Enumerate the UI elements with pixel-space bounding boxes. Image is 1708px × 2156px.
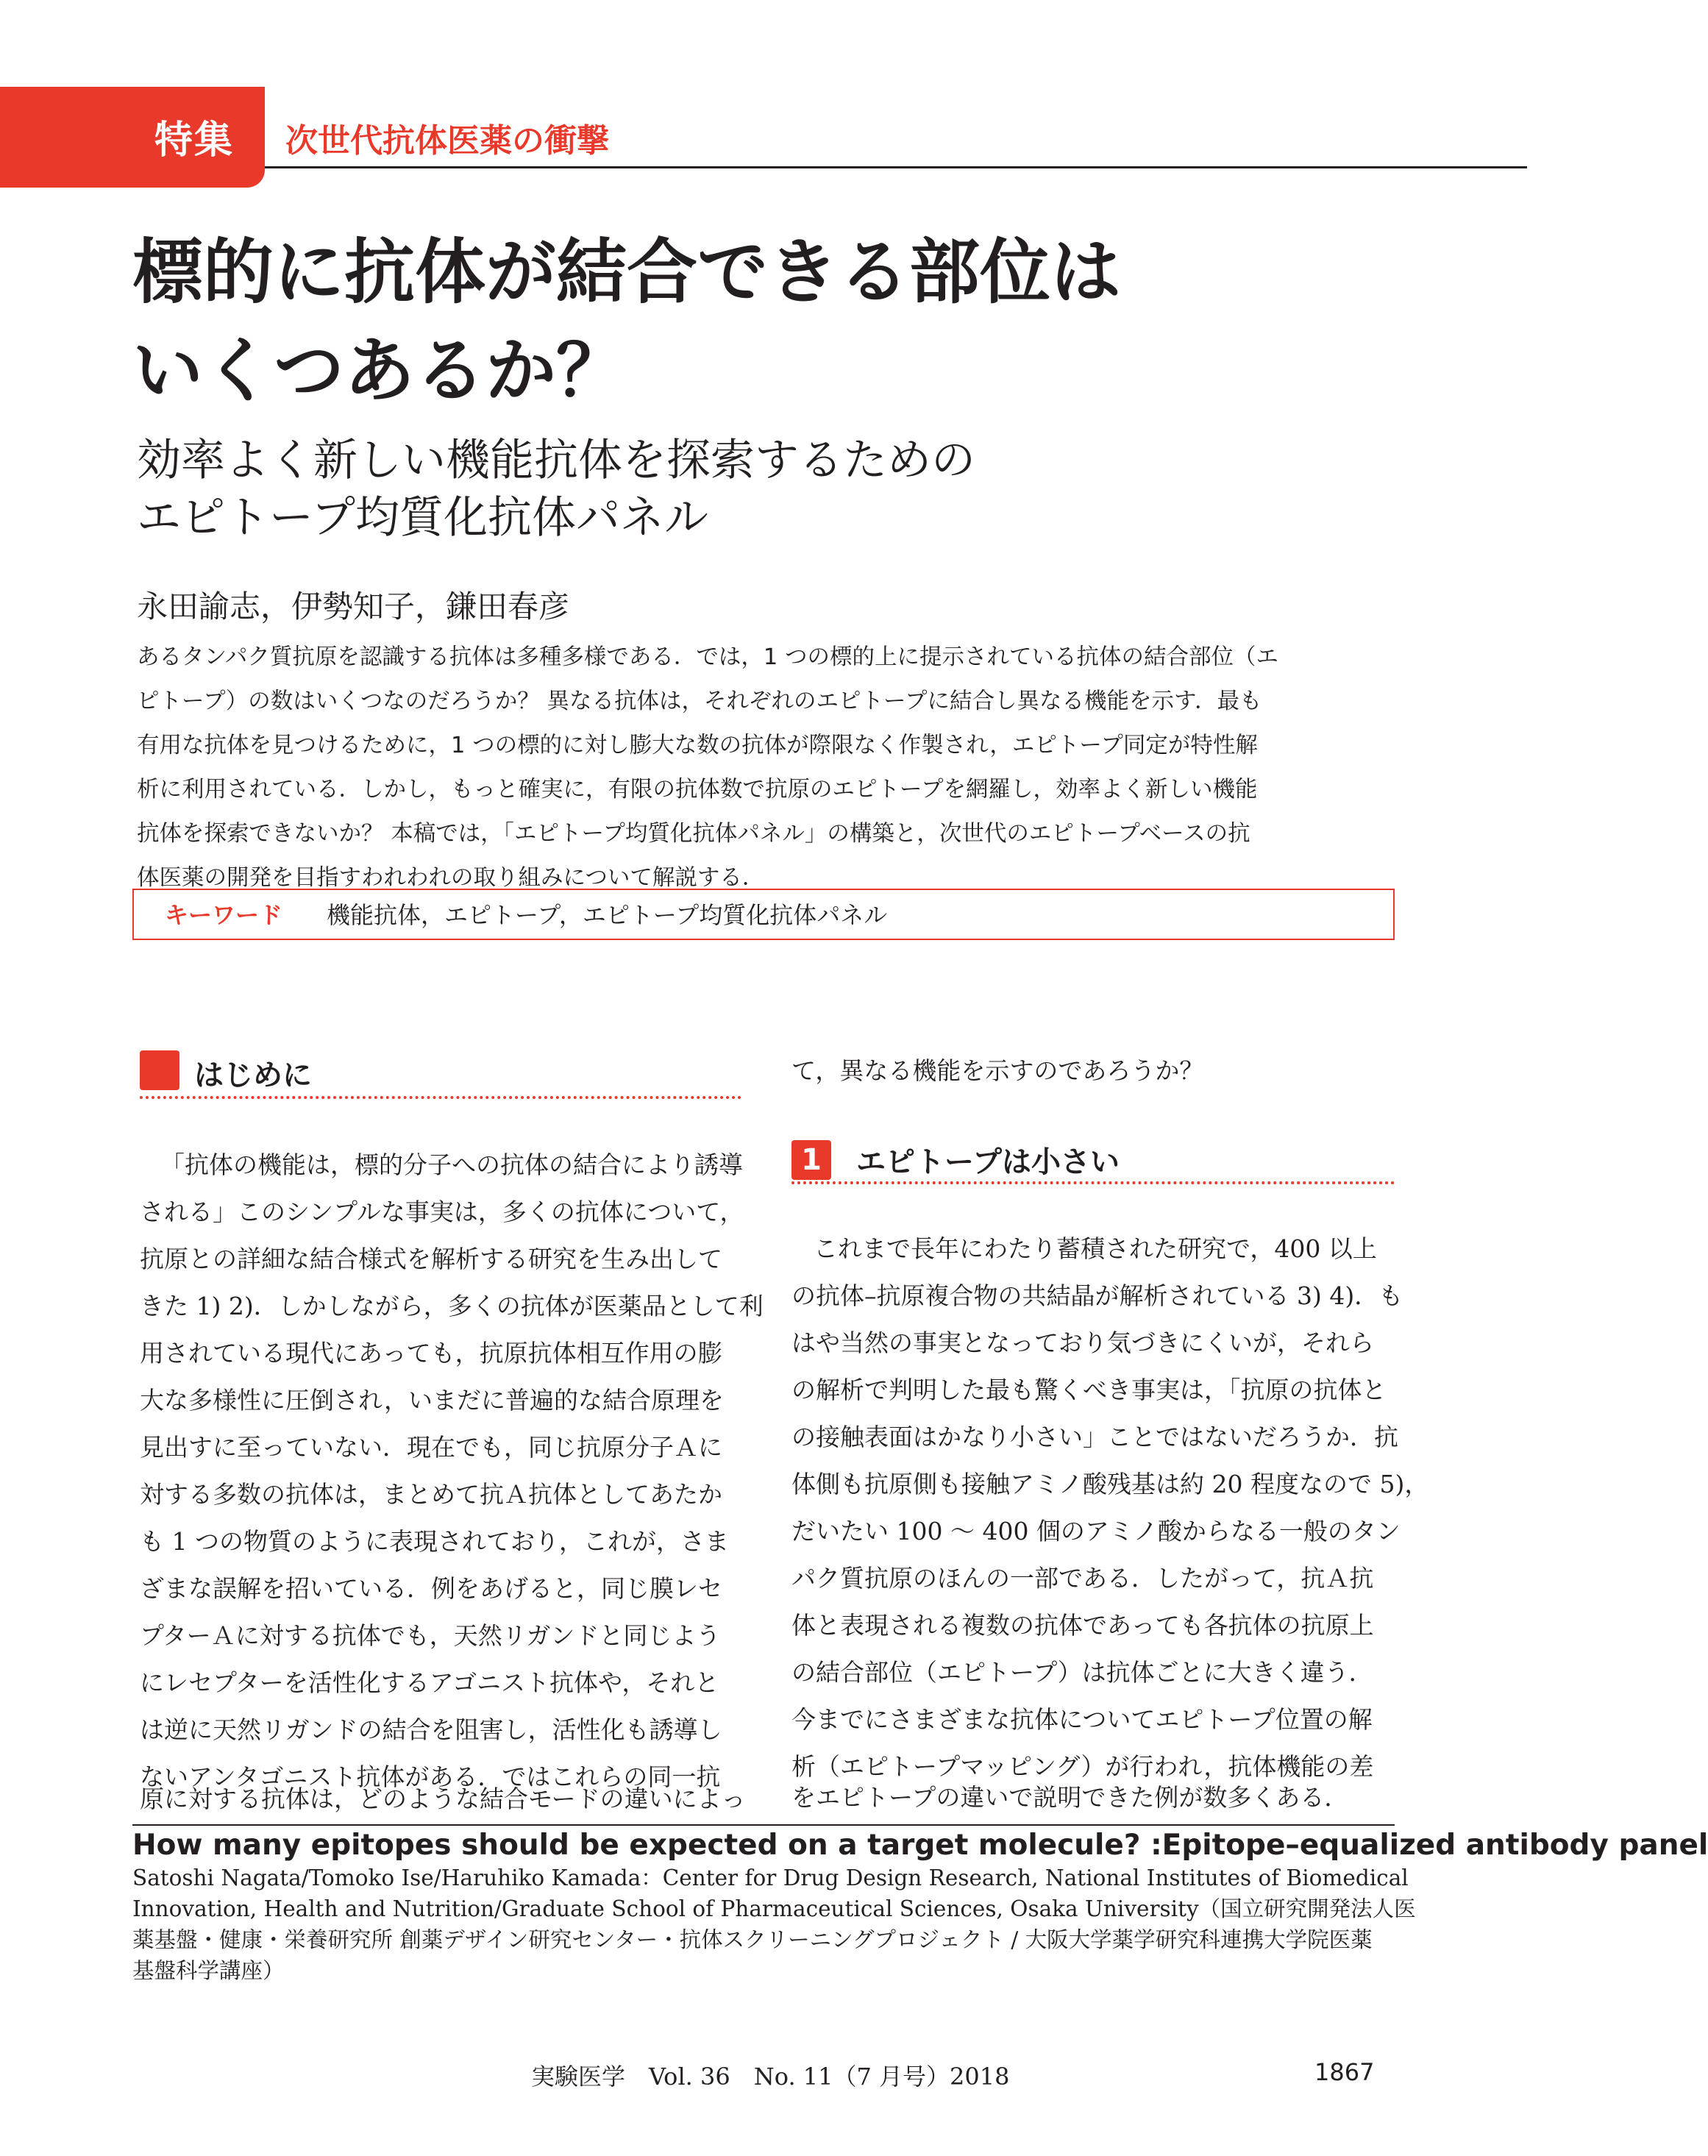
- body-line: の解析で判明した最も驚くべき事実は，「抗原の抗体と: [791, 1376, 1387, 1404]
- body-line: も 1 つの物質のように表現されており，これが，さま: [140, 1527, 729, 1556]
- affiliation-line: Innovation, Health and Nutrition/Graduate School of Pharmaceutical Sciences, Osaka University（国立研究開発法人医: [132, 1896, 1416, 1921]
- series-tag-label: 特集: [154, 118, 235, 163]
- page-number: 1867: [1314, 2058, 1375, 2086]
- section-marker: [140, 1050, 179, 1090]
- series-title: 次世代抗体医薬の衝撃: [285, 122, 609, 160]
- keyword-list: 機能抗体，エピトープ，エピトープ均質化抗体パネル: [327, 901, 888, 929]
- abstract-line: 析に利用されている．しかし，もっと確実に，有限の抗体数で抗原のエピトープを網羅し，効率よく新しい機能: [137, 777, 1258, 803]
- body-line: 「抗体の機能は，標的分子への抗体の結合により誘導: [160, 1150, 743, 1179]
- body-line: はや当然の事実となっており気づきにくいが，それら: [791, 1328, 1374, 1357]
- body-line: パク質抗原のほんの一部である．したがって，抗Ａ抗: [791, 1564, 1374, 1593]
- body-line: ざまな誤解を招いている．例をあげると，同じ膜レセ: [140, 1574, 722, 1603]
- header-divider: [265, 166, 1527, 168]
- affiliation-line: 基盤科学講座）: [132, 1958, 285, 1983]
- body-line: プターＡに対する抗体でも，天然リガンドと同じよう: [140, 1621, 721, 1650]
- affiliation-line: 薬基盤・健康・栄養研究所 創薬デザイン研究センター・抗体スクリーニングプロジェクト / 大阪大学薬学研究科連携大学院医薬: [132, 1927, 1373, 1952]
- body-line: 大な多様性に圧倒され，いまだに普遍的な結合原理を: [140, 1386, 724, 1415]
- abstract-line: ピトープ）の数はいくつなのだろうか？ 異なる抗体は，それぞれのエピトープに結合し異なる機能を示す．最も: [137, 689, 1262, 714]
- body-line: きた 1) 2)．しかしながら，多くの抗体が医薬品として利: [140, 1292, 764, 1320]
- body-line: にレセプターを活性化するアゴニスト抗体や，それと: [140, 1668, 719, 1697]
- section-title-intro: はじめに: [194, 1059, 312, 1092]
- abstract-line: 体医薬の開発を目指すわれわれの取り組みについて解説する．: [137, 865, 765, 891]
- body-line: の抗体–抗原複合物の共結晶が解析されている 3) 4)．も: [791, 1281, 1403, 1310]
- author-list: 永田諭志，伊勢知子，鎌田春彦: [137, 588, 570, 625]
- abstract-line: 抗体を探索できないか？ 本稿では，「エピトープ均質化抗体パネル」の構築と，次世代のエピトープベースの抗: [137, 821, 1250, 847]
- abstract-line: あるタンパク質抗原を認識する抗体は多種多様である．では，1 つの標的上に提示されている抗体の結合部位（エ: [137, 644, 1278, 670]
- affiliation-line: Satoshi Nagata/Tomoko Ise/Haruhiko Kamada：Center for Drug Design Research, National Institutes of Biomedical: [132, 1865, 1409, 1890]
- journal-citation: 実験医学 Vol. 36 No. 11（7 月号）2018: [531, 2063, 1010, 2091]
- body-line: だいたい 100 〜 400 個のアミノ酸からなる一般のタン: [791, 1517, 1401, 1545]
- body-line: 原に対する抗体は，どのような結合モードの違いによっ: [140, 1785, 746, 1813]
- article-subtitle-line-2: エピトープ均質化抗体パネル: [137, 492, 708, 544]
- body-line: をエピトープの違いで説明できた例が数多くある．: [791, 1783, 1349, 1812]
- section-underline: [140, 1096, 741, 1099]
- body-line: 抗原との詳細な結合様式を解析する研究を生み出して: [140, 1245, 722, 1273]
- footer-divider: [132, 1824, 1395, 1826]
- body-line: は逆に天然リガンドの結合を阻害し，活性化も誘導し: [140, 1715, 722, 1744]
- body-line: これまで長年にわたり蓄積された研究で，400 以上: [814, 1234, 1377, 1263]
- english-title: How many epitopes should be expected on a target molecule? :Epitope–equalized antibody panel: [132, 1829, 1708, 1862]
- body-line: 体と表現される複数の抗体であっても各抗体の抗原上: [791, 1611, 1374, 1640]
- body-line: ないアンタゴニスト抗体がある．ではこれらの同一抗: [140, 1762, 721, 1791]
- body-line: の接触表面はかなり小さい」ことではないだろうか．抗: [791, 1423, 1398, 1451]
- article-title-line-2: いくつあるか？: [132, 330, 627, 412]
- body-line-continued: て，異なる機能を示すのであろうか？: [791, 1056, 1204, 1085]
- body-line: の結合部位（エピトープ）は抗体ごとに大きく違う．: [791, 1658, 1373, 1687]
- body-line: される」このシンプルな事実は，多くの抗体について，: [140, 1198, 744, 1226]
- body-line: 析（エピトープマッピング）が行われ，抗体機能の差: [791, 1752, 1374, 1781]
- article-subtitle-line-1: 効率よく新しい機能抗体を探索するための: [137, 435, 975, 486]
- body-line: 体側も抗原側も接触アミノ酸残基は約 20 程度なので 5)，: [791, 1470, 1429, 1498]
- section-number-badge: 1: [791, 1140, 831, 1180]
- keyword-label: キーワード: [165, 901, 283, 929]
- body-line: 用されている現代にあっても，抗原抗体相互作用の膨: [140, 1339, 722, 1367]
- section-underline: [791, 1181, 1395, 1184]
- article-title-line-1: 標的に抗体が結合できる部位は: [132, 231, 1121, 313]
- body-line: 見出すに至っていない．現在でも，同じ抗原分子Ａに: [140, 1433, 722, 1462]
- abstract-line: 有用な抗体を見つけるために，1 つの標的に対し膨大な数の抗体が際限なく作製され，エピトープ同定が特性解: [137, 733, 1258, 758]
- body-line: 対する多数の抗体は，まとめて抗Ａ抗体としてあたか: [140, 1480, 722, 1509]
- section-title-1: エピトープは小さい: [856, 1145, 1120, 1179]
- body-line: 今までにさまざまな抗体についてエピトープ位置の解: [791, 1705, 1373, 1734]
